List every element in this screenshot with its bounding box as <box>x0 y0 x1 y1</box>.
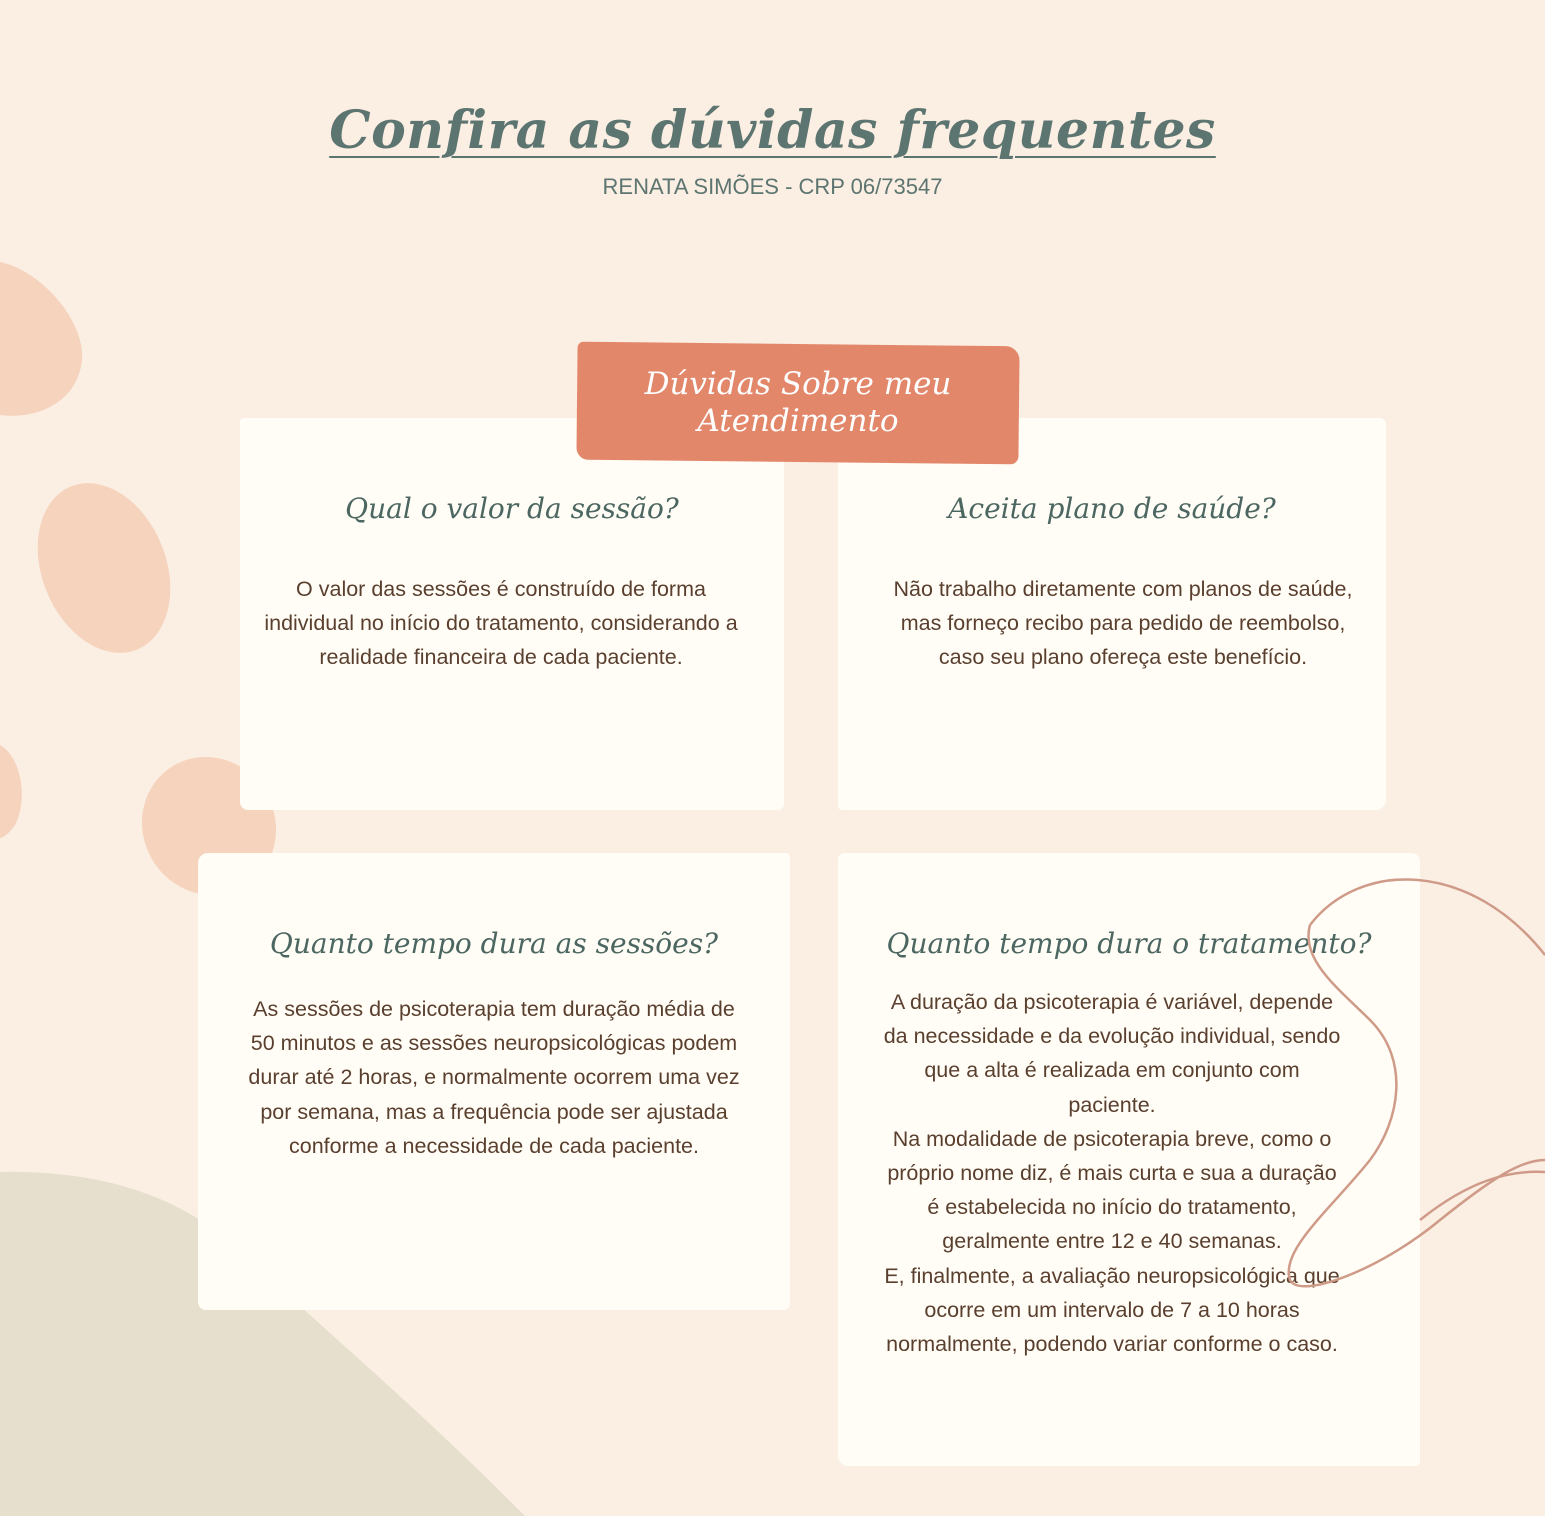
faq-question: Qual o valor da sessão? <box>345 492 679 525</box>
peach-blob-top <box>0 262 82 416</box>
section-badge-label <box>577 366 1019 440</box>
section-badge-line: Dúvidas Sobre meu <box>644 366 952 402</box>
faq-card-health-plan <box>838 418 1386 810</box>
page-subtitle: RENATA SIMÕES - CRP 06/73547 <box>602 174 943 199</box>
faq-answer-paragraph: E, finalmente, a avaliação neuropsicológica que ocorre em um intervalo de 7 a 10 horas normalmente, podendo variar conforme o caso. <box>884 1263 1340 1357</box>
peach-blob-middle <box>14 463 195 673</box>
faq-card-treatment-duration <box>838 853 1420 1466</box>
page-title: Confira as dúvidas frequentes <box>329 100 1216 161</box>
faq-question: Aceita plano de saúde? <box>948 492 1276 525</box>
faq-answer: Não trabalho diretamente com planos de saúde, mas forneço recibo para pedido de reembolso, caso seu plano ofereça este benefício. <box>893 577 1353 670</box>
section-badge-line: Atendimento <box>697 403 899 439</box>
faq-answer <box>882 985 1342 1361</box>
peach-blob-left <box>0 745 22 838</box>
faq-answer-paragraph: A duração da psicoterapia é variável, depende da necessidade e da evolução individual, sendo que a alta é realizada em conjunto com paciente. <box>883 990 1341 1117</box>
faq-answer: As sessões de psicoterapia tem duração média de 50 minutos e as sessões neuropsicológicas podem durar até 2 horas, e normalmente ocorrem uma vez por semana, mas a frequência pode ser ajustada conforme a necessidade de cada paciente. <box>248 997 740 1158</box>
faq-answer-paragraph: Na modalidade de psicoterapia breve, como o próprio nome diz, é mais curta e sua a duração é estabelecida no início do tratamento, geralmente entre 12 e 40 semanas. <box>887 1126 1337 1254</box>
faq-question: Quanto tempo dura o tratamento? <box>886 927 1372 960</box>
faq-question: Quanto tempo dura as sessões? <box>269 927 719 960</box>
faq-card-session-duration <box>198 853 790 1310</box>
faq-card-session-price <box>240 418 784 810</box>
faq-answer: O valor das sessões é construído de forma individual no início do tratamento, considerando a realidade financeira de cada paciente. <box>264 577 738 670</box>
